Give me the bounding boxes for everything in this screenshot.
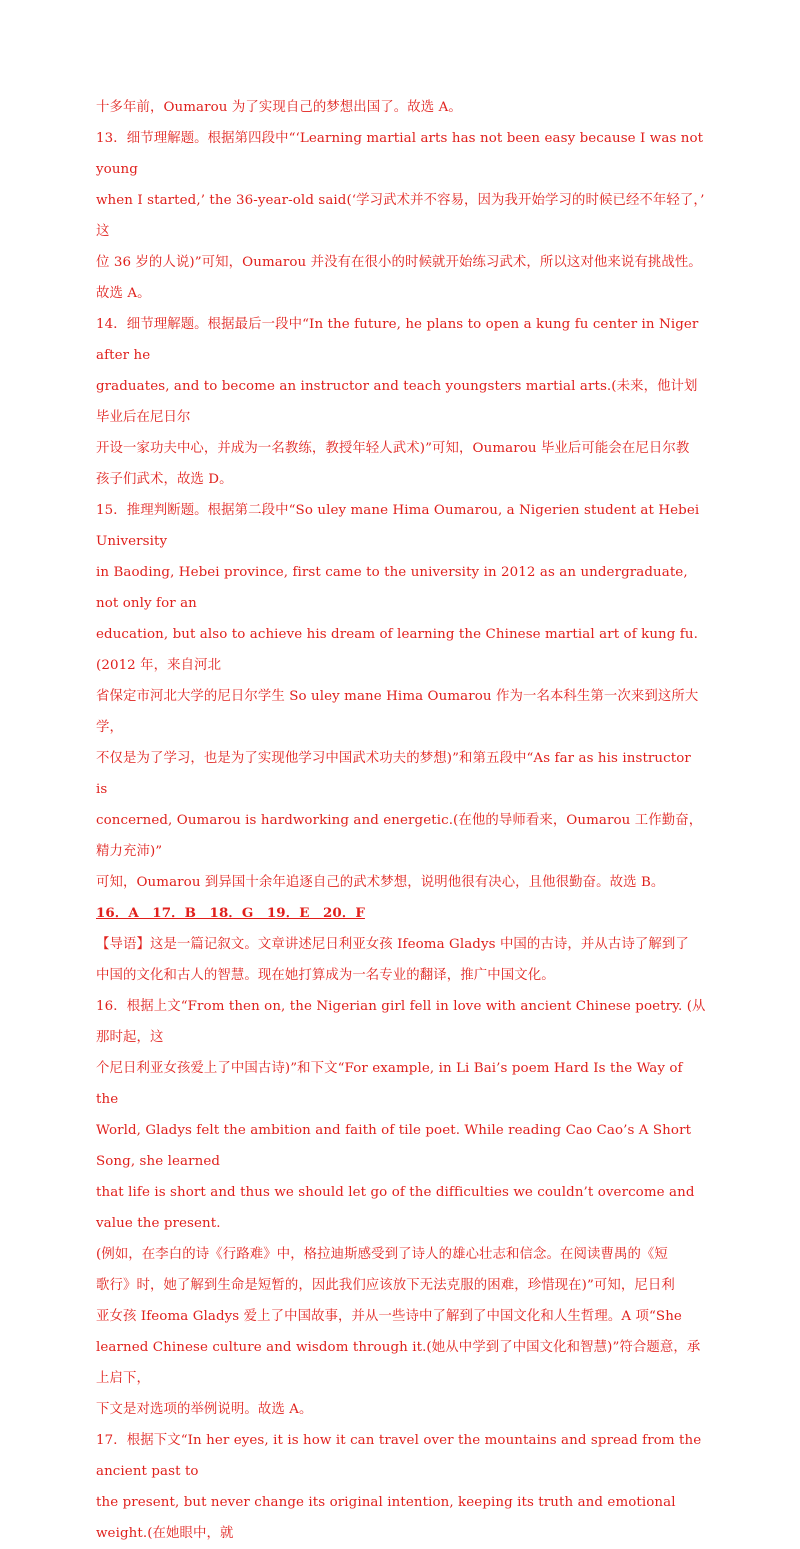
explanation-q17	[96, 1425, 706, 1549]
answer-key-16-20	[96, 898, 706, 929]
text-line: 【导语】这是一篇记叙文。文章讲述尼日利亚女孩 Ifeoma Gladys 中国的古诗，并从古诗了解到了	[96, 937, 689, 952]
explanation-q14	[96, 309, 706, 495]
answer-key-line: 16．A 17．B 18．G 19．E 20．F	[96, 905, 365, 921]
guide-summary	[96, 929, 706, 991]
text-line: 13．细节理解题。根据第四段中“‘Learning martial arts has not been easy because I was not young	[96, 131, 704, 177]
text-line: education, but also to achieve his dream of learning the Chinese martial art of kung fu.(2012 年，来自河北	[96, 627, 698, 673]
explanation-q15	[96, 495, 706, 898]
text-line: World, Gladys felt the ambition and faith of tile poet. While reading Cao Cao’s A Short Song, she learned	[96, 1123, 692, 1169]
text-line: 个尼日利亚女孩爱上了中国古诗)”和下文“For example, in Li Bai’s poem Hard Is the Way of the	[96, 1061, 683, 1107]
explanation-q16	[96, 991, 706, 1425]
text-line: 下文是对选项的举例说明。故选 A。	[96, 1402, 313, 1417]
text-line: 位 36 岁的人说)”可知，Oumarou 并没有在很小的时候就开始练习武术，所以这对他来说有挑战性。	[96, 255, 702, 270]
text-line: in Baoding, Hebei province, first came to the university in 2012 as an undergraduate, not only for an	[96, 565, 688, 611]
text-line: the present, but never change its original intention, keeping its truth and emotional weight.(在她眼中，就	[96, 1495, 676, 1541]
text-line: 故选 A。	[96, 286, 151, 301]
text-line: 十多年前，Oumarou 为了实现自己的梦想出国了。故选 A。	[96, 100, 462, 115]
text-line: 省保定市河北大学的尼日尔学生 So uley mane Hima Oumarou 作为一名本科生第一次来到这所大学，	[96, 689, 699, 735]
text-line: learned Chinese culture and wisdom through it.(她从中学到了中国文化和智慧)”符合题意，承上启下，	[96, 1340, 701, 1386]
paragraph-intro-end	[96, 92, 706, 123]
text-line: 开设一家功夫中心，并成为一名教练，教授年轻人武术)”可知，Oumarou 毕业后可能会在尼日尔教	[96, 441, 690, 456]
text-line: 歌行》时，她了解到生命是短暂的，因此我们应该放下无法克服的困难，珍惜现在)”可知，尼日利	[96, 1278, 675, 1293]
text-line: 15．推理判断题。根据第二段中“So uley mane Hima Oumarou, a Nigerien student at Hebei University	[96, 503, 700, 549]
text-line: (例如，在李白的诗《行路难》中，格拉迪斯感受到了诗人的雄心壮志和信念。在阅读曹禺的《短	[96, 1247, 668, 1262]
text-line: 不仅是为了学习，也是为了实现他学习中国武术功夫的梦想)”和第五段中“As far as his instructor is	[96, 751, 691, 797]
answer-explanation-page	[96, 92, 706, 1549]
text-line: 孩子们武术，故选 D。	[96, 472, 233, 487]
text-line: 16．根据上文“From then on, the Nigerian girl fell in love with ancient Chinese poetry. (从那时起，这	[96, 999, 706, 1045]
text-line: 17．根据下文“In her eyes, it is how it can travel over the mountains and spread from the ancient past to	[96, 1433, 702, 1479]
text-line: that life is short and thus we should let go of the difficulties we couldn’t overcome and value the present.	[96, 1185, 695, 1231]
text-line: when I started,’ the 36-year-old said(‘学习武术并不容易，因为我开始学习的时候已经不年轻了，’ 这	[96, 193, 705, 239]
text-line: concerned, Oumarou is hardworking and energetic.(在他的导师看来，Oumarou 工作勤奋，精力充沛)”	[96, 813, 703, 859]
text-line: 可知，Oumarou 到异国十余年追逐自己的武术梦想，说明他很有决心，且他很勤奋。故选 B。	[96, 875, 665, 890]
text-line: graduates, and to become an instructor and teach youngsters martial arts.(未来，他计划毕业后在尼日尔	[96, 379, 698, 425]
text-line: 亚女孩 Ifeoma Gladys 爱上了中国故事，并从一些诗中了解到了中国文化和人生哲理。A 项“She	[96, 1309, 682, 1324]
text-line: 中国的文化和古人的智慧。现在她打算成为一名专业的翻译，推广中国文化。	[96, 968, 555, 983]
explanation-q13	[96, 123, 706, 309]
text-line: 14．细节理解题。根据最后一段中“In the future, he plans to open a kung fu center in Niger after he	[96, 317, 699, 363]
